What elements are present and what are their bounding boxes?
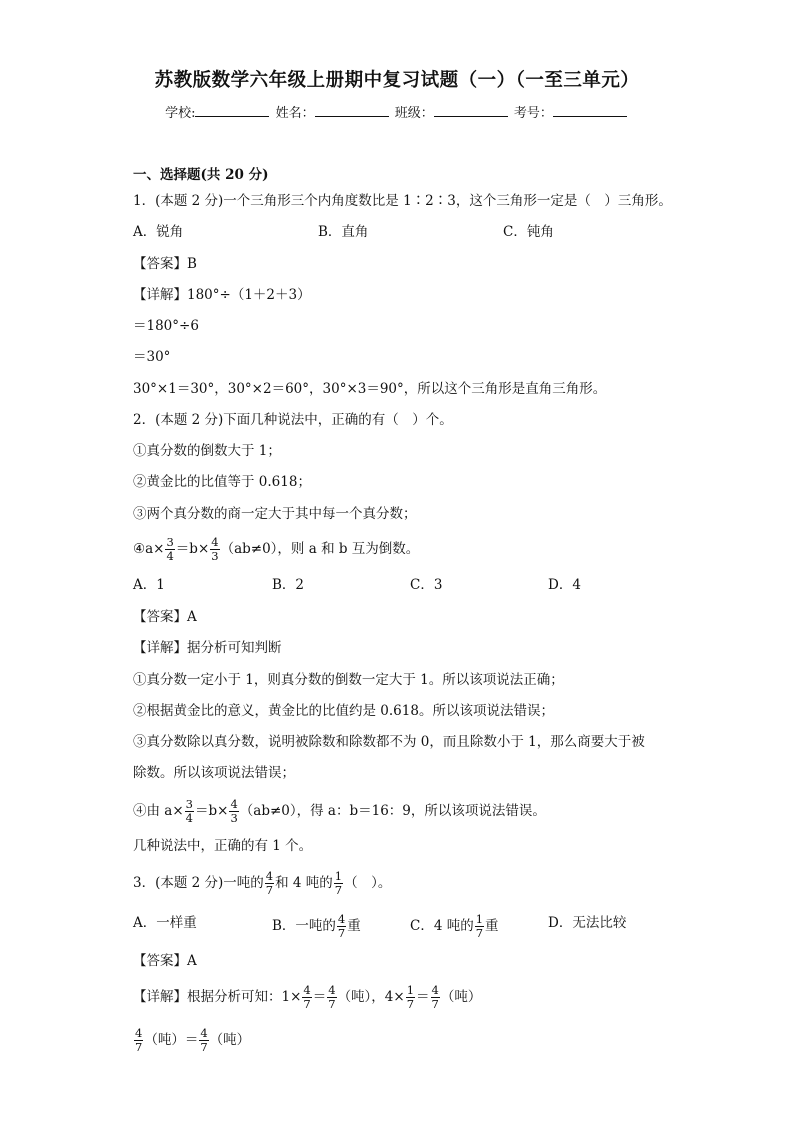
text: （吨） [209, 1032, 251, 1048]
q1-detail-line: 30°×1＝30°，30°×2＝60°，30°×3＝90°，所以这个三角形是直角三角形。 [133, 381, 607, 397]
q2-detail-line [133, 798, 546, 825]
class-label: 班级： [394, 106, 434, 121]
numerator: 1 [475, 912, 484, 926]
fraction [210, 536, 219, 563]
page-title: 苏教版数学六年级上册期中复习试题（一）（一至三单元） [154, 70, 640, 91]
q2-option-a: A．1 [133, 577, 165, 593]
q3-detail-line [133, 1027, 250, 1054]
text: （ ）。 [344, 875, 392, 891]
q2-stem: 2．(本题 2 分)下面几种说法中，正确的有（ ）个。 [133, 412, 453, 428]
denominator: 7 [265, 883, 274, 897]
text: 重 [485, 918, 499, 934]
fraction [185, 798, 194, 825]
q2-option-d: D．4 [548, 577, 581, 593]
q2-detail-line: ①真分数一定小于 1，则真分数的倒数一定大于 1。所以该项说法正确； [133, 672, 564, 688]
q1-option-b: B．直角 [318, 224, 369, 240]
text: （吨），4× [337, 989, 405, 1005]
denominator: 7 [337, 926, 346, 940]
q3-option-d: D．无法比较 [548, 915, 627, 931]
fraction [406, 984, 415, 1011]
denominator: 7 [406, 997, 415, 1011]
fraction [431, 984, 440, 1011]
q3-stem [133, 870, 391, 897]
fraction [134, 1027, 143, 1054]
q3-detail-line [133, 984, 481, 1011]
denominator: 7 [135, 1040, 143, 1054]
numerator: 1 [334, 869, 343, 883]
fraction [475, 913, 484, 940]
q2-statement-3: ③两个真分数的商一定大于其中每一个真分数； [133, 506, 417, 522]
q1-stem: 1．(本题 2 分)一个三角形三个内角度数比是 1∶2∶3，这个三角形一定是（ ）三角形。 [133, 193, 672, 209]
text: （ab≠0），则 a 和 b 互为倒数。 [220, 541, 420, 557]
text: ④a× [133, 541, 165, 557]
denominator: 4 [166, 549, 174, 563]
fraction [265, 870, 274, 897]
numerator: 4 [337, 912, 346, 926]
q2-detail-line: ②根据黄金比的意义，黄金比的比值约是 0.618。所以该项说法错误； [133, 703, 554, 719]
q1-detail-line: 【详解】180°÷（1＋2＋3） [133, 287, 311, 303]
q1-detail-line: ＝30° [133, 349, 171, 365]
denominator: 7 [200, 1040, 208, 1054]
text: （ab≠0），得 a：b＝16：9，所以该项说法错误。 [239, 803, 546, 819]
q3-option-c [410, 913, 499, 940]
fraction [199, 1027, 208, 1054]
school-blank[interactable] [195, 104, 269, 117]
q2-detail-line: 除数。所以该项说法错误； [133, 765, 295, 781]
q2-statement-2: ②黄金比的比值等于 0.618； [133, 474, 311, 490]
q2-detail-line: ③真分数除以真分数，说明被除数和除数都不为 0，而且除数小于 1，那么商要大于被 [133, 734, 645, 750]
denominator: 7 [334, 883, 343, 897]
q2-conclusion: 几种说法中，正确的有 1 个。 [133, 838, 313, 854]
text: ＝b× [175, 541, 210, 557]
fraction [165, 536, 174, 563]
q2-statement-1: ①真分数的倒数大于 1； [133, 443, 281, 459]
text: ＝b× [194, 803, 229, 819]
numerator: 3 [166, 535, 174, 549]
numerator: 4 [211, 535, 219, 549]
fraction [327, 984, 336, 1011]
q2-answer: 【答案】A [133, 609, 197, 625]
class-blank[interactable] [434, 104, 508, 117]
numerator: 4 [328, 983, 336, 997]
q2-statement-4 [133, 536, 419, 563]
numerator: 4 [135, 1026, 143, 1040]
numerator: 4 [303, 983, 311, 997]
denominator: 7 [328, 997, 336, 1011]
name-label: 姓名： [275, 106, 315, 121]
school-label: 学校: [165, 106, 196, 121]
name-blank[interactable] [315, 104, 389, 117]
denominator: 3 [211, 549, 219, 563]
numerator: 4 [200, 1026, 208, 1040]
text: 【详解】根据分析可知：1× [133, 989, 302, 1005]
number-label: 考号： [513, 106, 553, 121]
text: （吨） [440, 989, 482, 1005]
denominator: 7 [303, 997, 311, 1011]
student-info-line [0, 102, 794, 121]
q2-option-c: C．3 [410, 577, 443, 593]
number-blank[interactable] [553, 104, 627, 117]
numerator: 4 [265, 869, 274, 883]
text: B．一吨的 [272, 918, 336, 934]
section-title: 一、选择题(共 20 分) [133, 167, 269, 183]
text: ＝ [416, 989, 430, 1005]
q3-option-b [272, 913, 361, 940]
denominator: 3 [230, 811, 238, 825]
fraction [229, 798, 238, 825]
q1-answer: 【答案】B [133, 256, 197, 272]
text: 3．(本题 2 分)一吨的 [133, 875, 264, 891]
text: C．4 吨的 [410, 918, 474, 934]
denominator: 7 [475, 926, 484, 940]
text: ④由 a× [133, 803, 184, 819]
denominator: 7 [431, 997, 439, 1011]
numerator: 1 [406, 983, 415, 997]
text: 和 4 吨的 [275, 875, 333, 891]
fraction [302, 984, 311, 1011]
numerator: 4 [431, 983, 439, 997]
q1-option-a: A．锐角 [133, 224, 184, 240]
text: 重 [347, 918, 361, 934]
q1-option-c: C．钝角 [503, 224, 554, 240]
denominator: 4 [185, 811, 193, 825]
numerator: 4 [230, 797, 238, 811]
fraction [337, 913, 346, 940]
numerator: 3 [185, 797, 193, 811]
q3-option-a: A．一样重 [133, 915, 197, 931]
q2-detail-title: 【详解】据分析可知判断 [133, 640, 282, 656]
q2-option-b: B．2 [272, 577, 305, 593]
q3-answer: 【答案】A [133, 953, 197, 969]
text: ＝ [312, 989, 327, 1005]
text: （吨）＝ [144, 1032, 199, 1048]
fraction [334, 870, 343, 897]
q1-detail-line: ＝180°÷6 [133, 318, 199, 334]
